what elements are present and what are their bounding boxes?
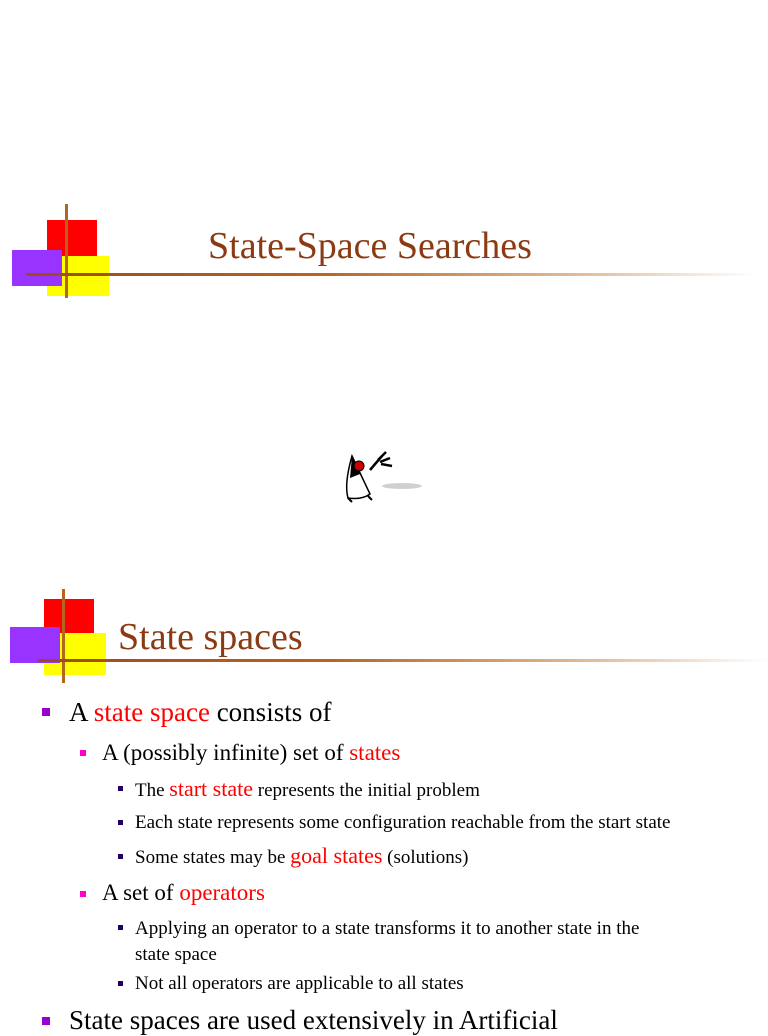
bullet-text: consists of (209, 697, 332, 727)
bullet-marker (118, 786, 123, 791)
logo-purple-square (12, 250, 62, 286)
bullet-marker (80, 891, 86, 897)
bullet-item (135, 973, 464, 995)
slide-title: State-Space Searches (208, 225, 532, 267)
title-rule (26, 273, 756, 276)
bullet-text: Applying an operator to a state transforms it to another state in the (135, 918, 640, 939)
title-rule (38, 659, 768, 662)
bullet-text: Some states may be (135, 847, 291, 868)
highlight-term: state space (93, 697, 210, 727)
bullet-marker (118, 981, 123, 986)
bullet-text: represents the initial problem (253, 780, 480, 801)
bullet-marker (118, 925, 123, 930)
logo-vertical-line (65, 204, 68, 298)
corner-logo (10, 589, 110, 683)
bullet-marker (80, 750, 86, 756)
bullet-item (69, 697, 331, 728)
bullet-marker (118, 854, 123, 859)
logo-purple-square (10, 627, 60, 663)
bullet-text: Each state represents some configuration reachable from the start state (135, 812, 671, 833)
bullet-text: state space (135, 944, 217, 965)
bullet-item (135, 916, 639, 968)
bullet-text: A set of (102, 880, 180, 905)
highlight-term: states (349, 740, 401, 765)
bullet-item (69, 1005, 558, 1036)
slide-title: State spaces (118, 616, 303, 658)
logo-vertical-line (62, 589, 65, 683)
bullet-item (135, 843, 468, 869)
bullet-text: The (135, 780, 170, 801)
bullet-text: State spaces are used extensively in Artificial (69, 1005, 558, 1035)
bullet-marker (118, 820, 123, 825)
bullet-item (102, 880, 265, 906)
bullet-marker (42, 708, 50, 716)
bullet-item (135, 776, 480, 802)
bullet-item (135, 812, 670, 834)
bullet-item (102, 740, 400, 766)
highlight-term: start state (169, 776, 253, 801)
duke-mascot-icon (340, 444, 425, 509)
bullet-text: A (69, 697, 94, 727)
bullet-text: (solutions) (382, 847, 469, 868)
bullet-text: A (possibly infinite) set of (102, 740, 350, 765)
bullet-text: Not all operators are applicable to all states (135, 973, 464, 994)
corner-logo (12, 204, 112, 298)
highlight-term: operators (179, 880, 265, 905)
highlight-term: goal states (290, 843, 383, 868)
